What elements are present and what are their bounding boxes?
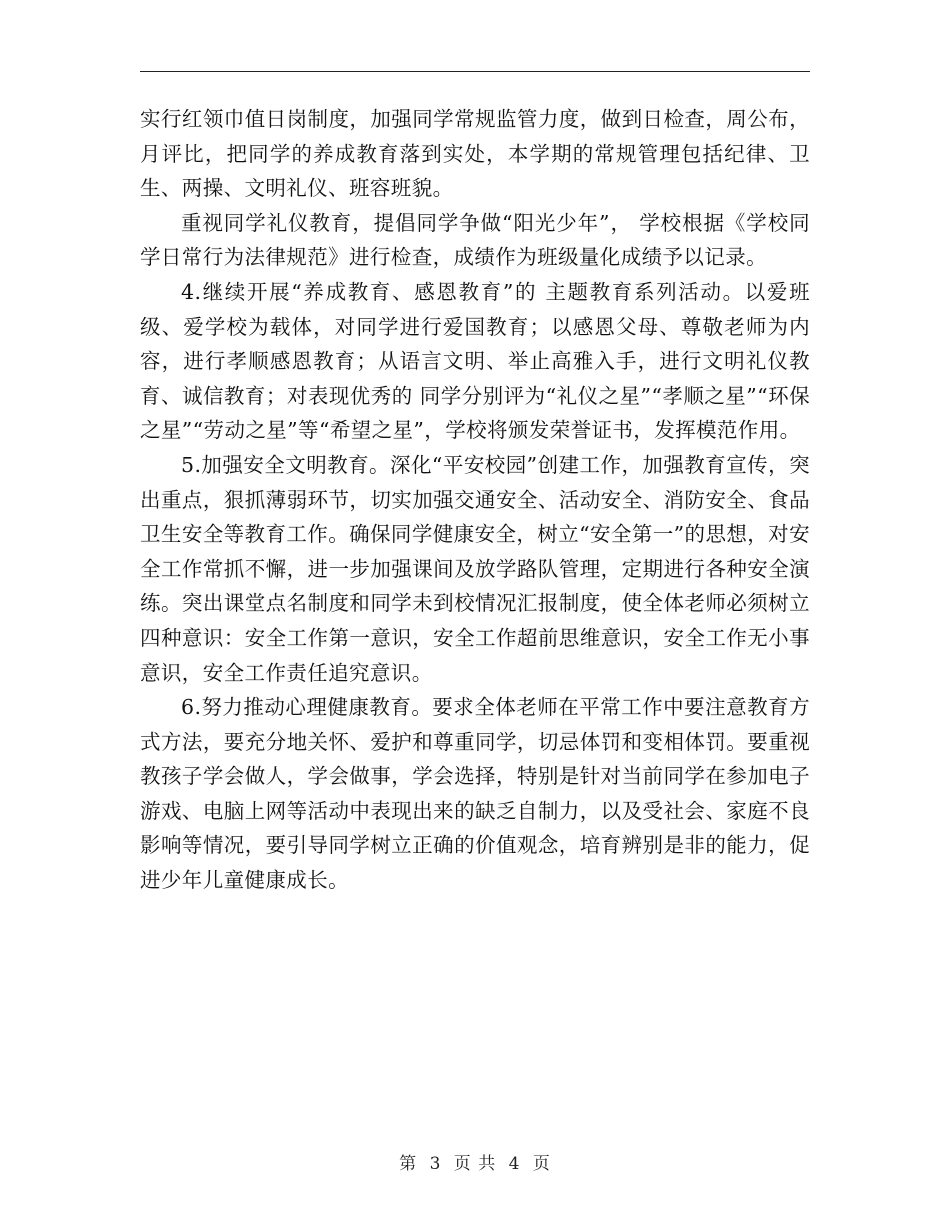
footer-page-number: 3 [429, 1154, 442, 1174]
header-rule [140, 71, 810, 72]
paragraph-item-6: 6.努力推动心理健康教育。要求全体老师在平常工作中要注意教育方式方法，要充分地关怀、爱护和尊重同学，切忌体罚和变相体罚。要重视教孩子学会做人，学会做事，学会选择，特别是针对当前同学在参加电子游戏、电脑上网等活动中表现出来的缺乏自制力，以及受社会、家庭不良影响等情况，要引导同学树立正确的价值观念，培育辨别是非的能力，促进少年儿童健康成长。 [140, 695, 810, 893]
paragraph-etiquette: 重视同学礼仪教育，提倡同学争做“阳光少年”， 学校根据《学校同学日常行为法律规范》进行检查，成绩作为班级量化成绩予以记录。 [140, 210, 810, 270]
paragraph-continuation: 实行红领巾值日岗制度，加强同学常规监管力度，做到日检查，周公布，月评比，把同学的养成教育落到实处，本学期的常规管理包括纪律、卫生、两操、文明礼仪、班容班貌。 [140, 107, 810, 201]
footer-suffix: 页 [532, 1154, 551, 1174]
document-body [140, 102, 810, 898]
footer-middle: 页 共 [453, 1154, 497, 1174]
footer-total-pages: 4 [508, 1154, 521, 1174]
page-footer [0, 1153, 950, 1175]
paragraph-item-4: 4.继续开展“养成教育、感恩教育”的 主题教育系列活动。以爱班级、爱学校为载体，对同学进行爱国教育；以感恩父母、尊敬老师为内容，进行孝顺感恩教育；从语言文明、举止高雅入手，进行文明礼仪教育、诚信教育；对表现优秀的 同学分别评为“礼仪之星”“孝顺之星”“环保之星”“劳动之星”等“希望之星”，学校将颁发荣誉证书，发挥模范作用。 [140, 279, 810, 443]
footer-prefix: 第 [399, 1154, 418, 1174]
paragraph-item-5: 5.加强安全文明教育。深化“平安校园”创建工作，加强教育宣传，突出重点，狠抓薄弱环节，切实加强交通安全、活动安全、消防安全、食品卫生安全等教育工作。确保同学健康安全，树立“安全第一”的思想，对安全工作常抓不懈，进一步加强课间及放学路队管理，定期进行各种安全演练。突出课堂点名制度和同学未到校情况汇报制度，使全体老师必须树立四种意识：安全工作第一意识，安全工作超前思维意识，安全工作无小事意识，安全工作责任追究意识。 [140, 452, 810, 685]
